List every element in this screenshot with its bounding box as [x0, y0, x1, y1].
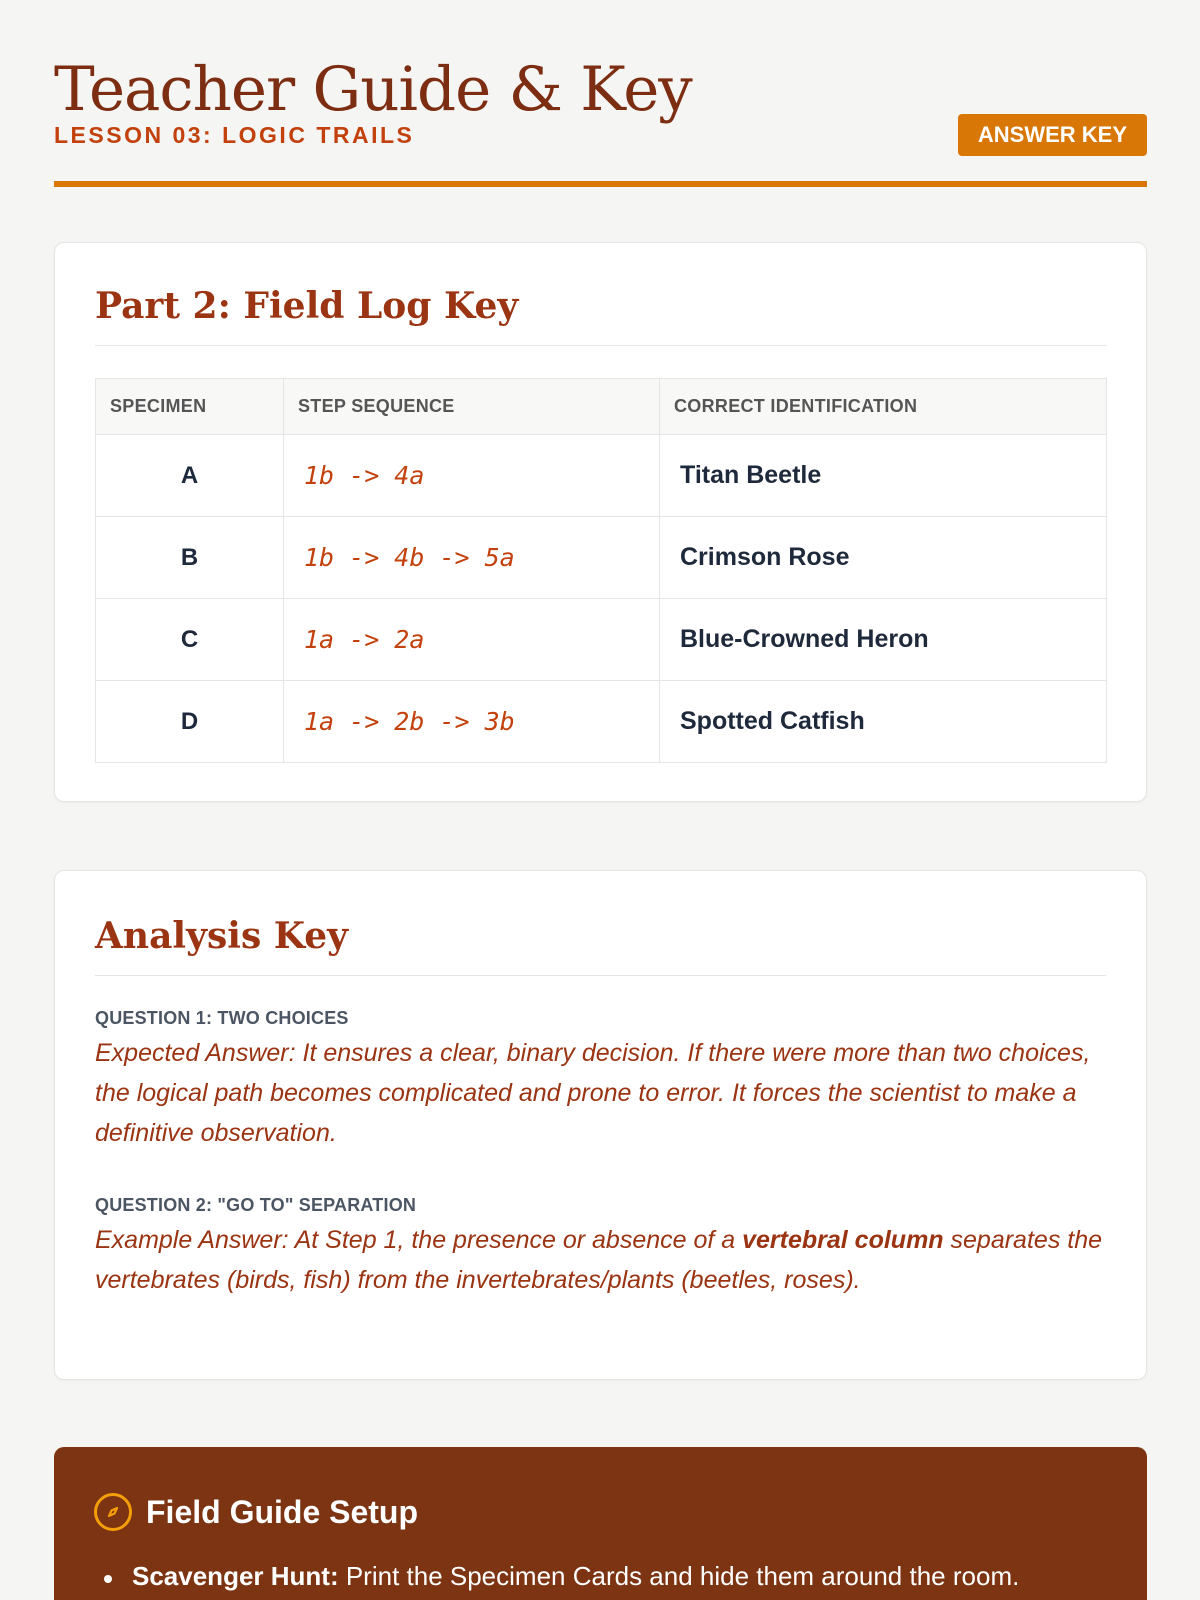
table-row	[96, 435, 1107, 517]
lesson-subtitle: LESSON 03: LOGIC TRAILS	[54, 122, 415, 148]
page-header	[54, 0, 1147, 187]
question-2-label: QUESTION 2: "GO TO" SEPARATION	[95, 1195, 417, 1215]
table-row	[96, 599, 1107, 681]
analysis-title: Analysis Key	[95, 915, 1106, 976]
specimen-cell: D	[96, 681, 284, 763]
list-item-label: Scavenger Hunt:	[132, 1561, 339, 1591]
identification-cell: Crimson Rose	[660, 517, 1107, 599]
answer-key-badge: ANSWER KEY	[958, 114, 1147, 156]
specimen-cell: C	[96, 599, 284, 681]
compass-icon	[94, 1493, 132, 1531]
sequence-cell: 1a -> 2a	[284, 599, 660, 681]
question-2-answer	[95, 1220, 1106, 1300]
field-log-card	[54, 242, 1147, 802]
field-log-table	[95, 378, 1107, 763]
list-item-text: Print the Specimen Cards and hide them around the room.	[338, 1561, 1020, 1591]
sequence-cell: 1b -> 4b -> 5a	[284, 517, 660, 599]
field-log-title: Part 2: Field Log Key	[95, 285, 1106, 346]
column-header-step-sequence: STEP SEQUENCE	[284, 379, 660, 435]
sequence-cell: 1a -> 2b -> 3b	[284, 681, 660, 763]
answer-emphasis: vertebral column	[742, 1226, 944, 1254]
identification-cell: Titan Beetle	[660, 435, 1107, 517]
table-header-row	[96, 379, 1107, 435]
identification-cell: Blue-Crowned Heron	[660, 599, 1107, 681]
table-row	[96, 517, 1107, 599]
list-item	[94, 1561, 1019, 1592]
specimen-cell: A	[96, 435, 284, 517]
analysis-card	[54, 870, 1147, 1380]
column-header-identification: CORRECT IDENTIFICATION	[660, 379, 1107, 435]
field-guide-setup-panel	[54, 1447, 1147, 1600]
specimen-cell: B	[96, 517, 284, 599]
table-row	[96, 681, 1107, 763]
identification-cell: Spotted Catfish	[660, 681, 1107, 763]
setup-list	[94, 1561, 1019, 1592]
column-header-specimen: SPECIMEN	[96, 379, 284, 435]
question-1-label: QUESTION 1: TWO CHOICES	[95, 1008, 349, 1028]
answer-text: Example Answer: At Step 1, the presence or absence of a	[95, 1226, 743, 1254]
setup-title: Field Guide Setup	[146, 1493, 419, 1530]
teacher-guide-page	[54, 0, 1147, 1591]
question-1-answer: Expected Answer: It ensures a clear, binary decision. If there were more than two choices, the logical path becomes complicated and prone to error. It forces the scientist to make a definitive observation.	[95, 1039, 1091, 1147]
page-title: Teacher Guide & Key	[54, 54, 692, 125]
answer-text: separates the vertebrates (birds, fish) from the invertebrates/plants (beetles, roses).	[95, 1226, 1103, 1294]
setup-header	[94, 1493, 418, 1531]
sequence-cell: 1b -> 4a	[284, 435, 660, 517]
